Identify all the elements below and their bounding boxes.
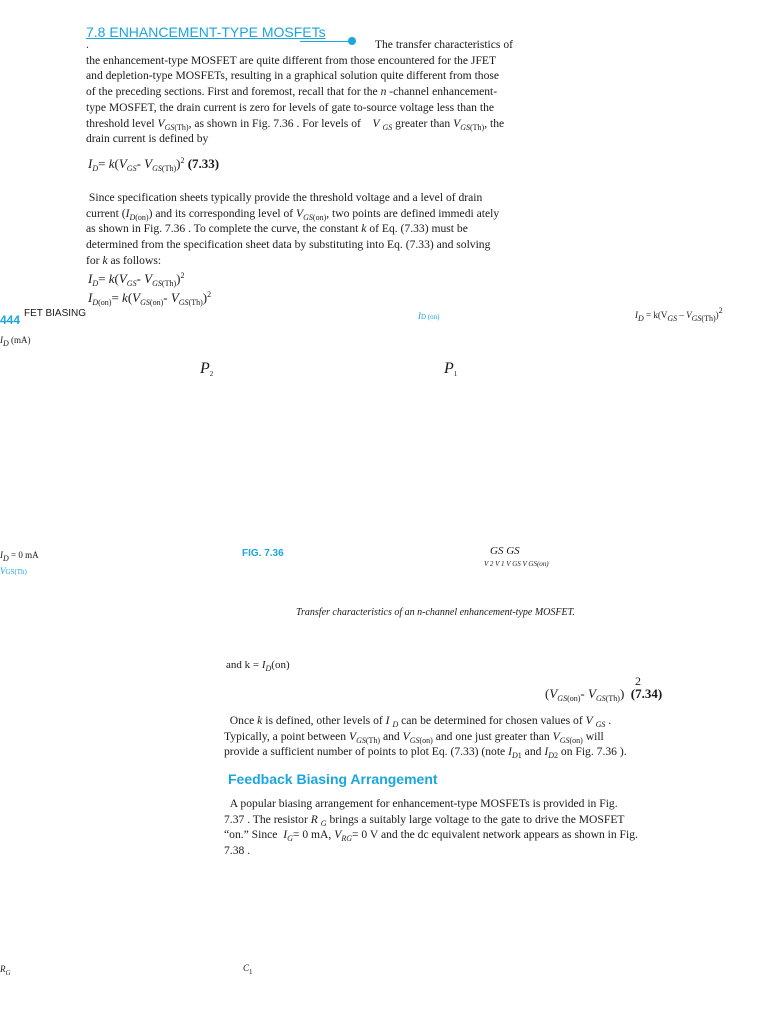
equation-id-on: $I_{D(on)}= k(V_{GS(on)}-$ $V_{GS(Th)})^2$ [88, 290, 212, 307]
label-rg: $R_G$ [0, 964, 11, 977]
figure-id-zero-label: $I_D = 0$ mA [0, 550, 39, 563]
label-c1: $C_1$ [243, 963, 253, 976]
figure-id-on-label: ID (on) [418, 311, 440, 321]
figure-vgs-th-label: VGS(Th) [0, 566, 27, 576]
equation-id: $I_D= k(V_{GS}-$ $V_{GS(Th)})^2$ [88, 271, 185, 288]
figure-vgs-cluster-top: GS GS [490, 545, 520, 557]
k-equation-prefix: and $k = I_D(on)$ [226, 659, 290, 673]
running-title: FET BIASING [24, 308, 87, 319]
paragraph-spec-sheets: Since specification sheets typically provide the threshold voltage and a level of drain current $(I_{D(on)})$ and its corresponding level of $V_{GS(on)}$, two points are defined immedi ately as shown in Fig. 7.36 . To complete the curve, the constant k of Eq. (7.33) must be determined from the specification sheet data by substituting into Eq. (7.33) and solving for k as follows: [86, 191, 500, 267]
paragraph-once-k: Once k is defined, other levels of I $_D$ can be determined for chosen values of V $_{GS}$ . Typically, a point between $V_{GS(Th)}$ and $V_{GS(on)}$ and one just greater than $V_{GS(on)}$ will provide a sufficient number of points to plot Eq. (7.33) (note $I_{D1}$ and $I_{D2}$ on Fig. 7.36 ). [224, 714, 627, 761]
k-equation-exponent: 2 [635, 674, 641, 688]
figure-vgs-cluster-bottom: V 2 V 1 V GS V GS(on) [484, 560, 549, 568]
equation-7-33: $I_D= k(V_{GS}-$ $V_{GS(Th)})^2$ (7.33) [88, 156, 220, 173]
figure-y-axis-label: $I_D$ (mA) [0, 335, 31, 348]
figure-point-p2: $P_2$ [200, 360, 214, 378]
figure-number: FIG. 7.36 [242, 548, 284, 559]
figure-point-p1: $P_1$ [444, 360, 458, 378]
figure-curve-equation: $I_D = k(V_{GS} - V_{GS(Th)})^2$ [635, 306, 723, 323]
page-number: 444 [0, 313, 21, 327]
subheading-feedback-biasing: Feedback Biasing Arrangement [228, 771, 438, 787]
k-equation-denominator: ($V_{GS(on)}-$ $V_{GS(Th)}$) (7.34) [545, 686, 663, 703]
section-heading: 7.8 ENHANCEMENT-TYPE MOSFETs [86, 24, 326, 40]
figure-caption: Transfer characteristics of an n-channel enhancement-type MOSFET. [296, 607, 575, 618]
intro-paragraph: . The transfer characteristics of the enhancement-type MOSFET are quite different from those encountered for the JFET and depletion-type MOSFETs, resulting in a graphical solution quite different from those of the preceding sections. First and foremost, recall that for the n -channel enhancement- type MOSFET, the drain current is zero for levels of gate to-source voltage less than the threshold level $V_{GS(Th)}$, as shown in Fig. 7.36 . For levels of V $_{GS}$ greater than $V_{GS(Th)}$, the drain current is defined by [86, 38, 513, 146]
paragraph-feedback-biasing: A popular biasing arrangement for enhancement-type MOSFETs is provided in Fig. 7.37 . The resistor R $_G$ brings a suitably large voltage to the gate to drive the MOSFET “on.” Since $I_G= 0$ mA, $V_{RG}= 0$ V and the dc equivalent network appears as shown in Fig. 7.38 . [224, 797, 638, 858]
